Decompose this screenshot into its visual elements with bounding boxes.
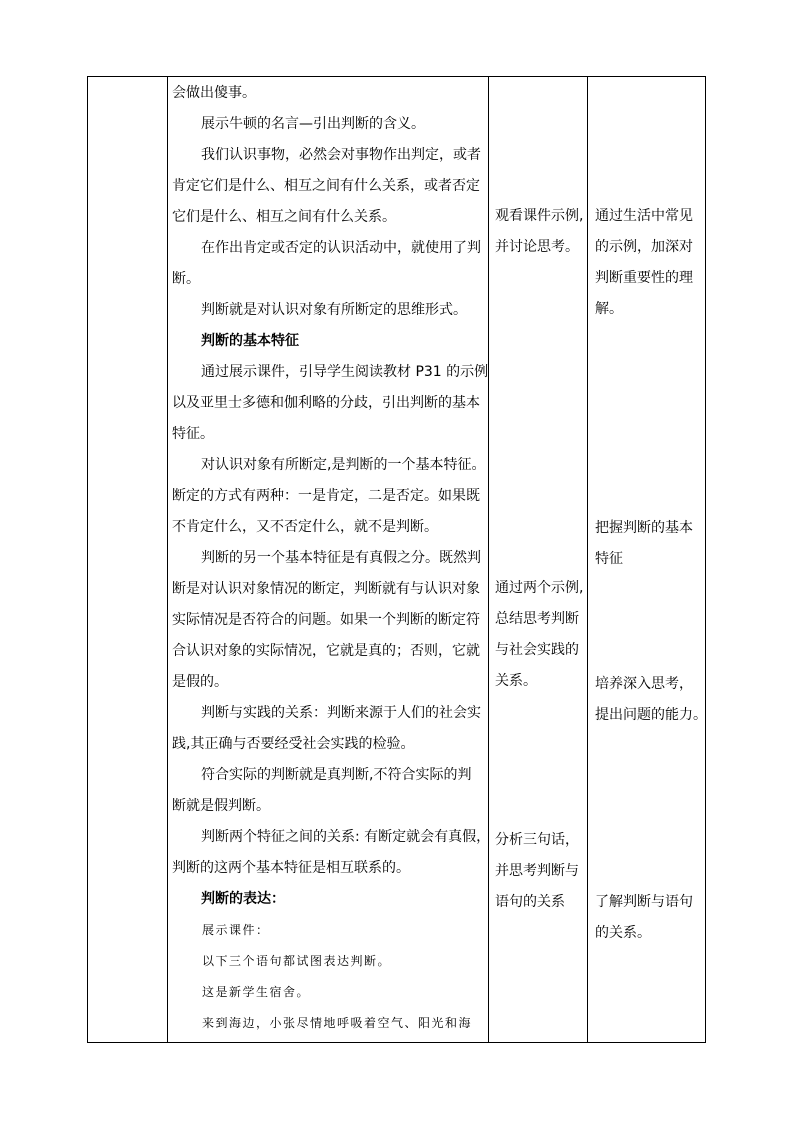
design-intent-block [595, 669, 707, 731]
text-line: 对认识对象有所断定,是判断的一个基本特征。 [201, 457, 486, 473]
text-line: 并讨论思考。 [495, 239, 579, 255]
text-line: 分析三句话， [495, 832, 579, 848]
student-activity-block [495, 201, 583, 263]
text-line: 与社会实践的 [495, 642, 579, 658]
text-line: 会做出傻事。 [172, 85, 256, 101]
text-line: 通过两个示例, [495, 580, 584, 596]
text-line: 符合实际的判断就是真判断,不符合实际的判 [201, 767, 472, 783]
text-line: 展示牛顿的名言—引出判断的含义。 [201, 116, 425, 132]
text-line: 断定的方式有两种：一是肯定，二是否定。如果既 [172, 488, 480, 504]
text-line: 判断的这两个基本特征是相互联系的。 [172, 860, 410, 876]
text-line: 肯定它们是什么、相互之间有什么关系，或者否定 [172, 178, 480, 194]
text-line: 合认识对象的实际情况，它就是真的；否则，它就 [172, 643, 480, 659]
text-line: 判断重要性的理 [595, 270, 693, 286]
text-line: 特征。 [172, 426, 214, 442]
text-line: 以下三个语句都试图表达判断。 [202, 954, 392, 968]
text-line: 是假的。 [172, 674, 228, 690]
text-line: 判断的另一个基本特征是有真假之分。既然判 [201, 550, 481, 566]
column-divider [587, 76, 588, 1043]
text-line: 以及亚里士多德和伽利略的分歧，引出判断的基本 [172, 395, 480, 411]
column-divider [488, 76, 489, 1043]
text-line: 把握判断的基本 [595, 520, 693, 536]
text-line: 特征 [595, 551, 623, 567]
text-line: 不肯定什么，又不否定什么，就不是判断。 [172, 519, 438, 535]
text-line: 我们认识事物，必然会对事物作出判定，或者 [201, 147, 481, 163]
text-line: 实际情况是否符合的问题。如果一个判断的断定符 [172, 612, 480, 628]
column-divider [167, 76, 168, 1043]
text-line: 观看课件示例, [495, 208, 584, 224]
text-line: 来到海边，小张尽情地呼吸着空气、阳光和海 [202, 1016, 473, 1030]
text-line: 断是对认识对象情况的断定，判断就有与认识对象 [172, 581, 480, 597]
text-line: 展示课件： [202, 923, 270, 937]
section-heading: 判断的表达： [201, 891, 285, 907]
text-line: 培养深入思考， [595, 676, 693, 692]
text-line: 它们是什么、相互之间有什么关系。 [172, 209, 396, 225]
text-line: 解。 [595, 301, 623, 317]
text-line: 判断两个特征之间的关系: 有断定就会有真假， [201, 829, 491, 845]
design-intent-block [595, 201, 693, 325]
text-line: 关系。 [495, 673, 537, 689]
text-line: 了解判断与语句 [595, 894, 693, 910]
text-line: 提出问题的能力。 [595, 707, 707, 723]
text-line: 总结思考判断 [495, 611, 579, 627]
text-line: 断。 [172, 271, 200, 287]
text-line: 这是新学生宿舍。 [202, 985, 311, 999]
text-line: 的关系。 [595, 925, 651, 941]
text-line: 通过展示课件，引导学生阅读教材 P31 的示例 [201, 364, 489, 380]
text-line: 的示例，加深对 [595, 239, 693, 255]
design-intent-block [595, 513, 693, 575]
text-line: 判断就是对认识对象有所断定的思维形式。 [201, 302, 467, 318]
teaching-content-column [172, 76, 491, 1039]
text-line: 断就是假判断。 [172, 798, 270, 814]
student-activity-block [495, 825, 579, 918]
section-heading: 判断的基本特征 [201, 333, 299, 349]
text-line: 并思考判断与 [495, 863, 579, 879]
student-activity-block [495, 573, 583, 697]
text-line: 践,其正确与否要经受社会实践的检验。 [172, 736, 415, 752]
text-line: 语句的关系 [495, 894, 565, 910]
design-intent-block [595, 887, 693, 949]
text-line: 判断与实践的关系：判断来源于人们的社会实 [201, 705, 481, 721]
text-line: 在作出肯定或否定的认识活动中，就使用了判 [201, 240, 481, 256]
text-line: 通过生活中常见 [595, 208, 693, 224]
